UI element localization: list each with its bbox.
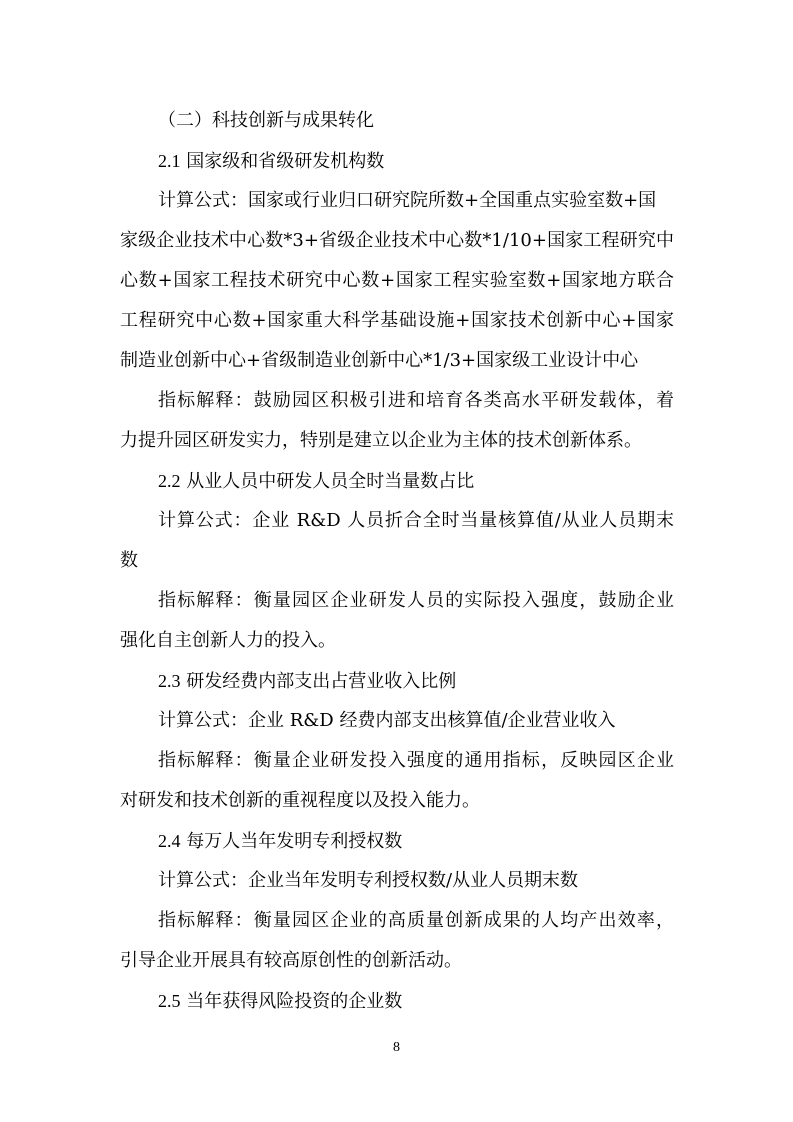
explanation-line: 指标解释：衡量园区企业研发人员的实际投入强度，鼓励企业 [158, 590, 674, 611]
explanation-line: 指标解释：衡量企业研发投入强度的通用指标，反映园区企业 [158, 750, 674, 771]
item-number: 2.4 [158, 831, 181, 851]
explanation-line: 强化自主创新人力的投入。 [120, 630, 336, 651]
section-title: （二）科技创新与成果转化 [158, 110, 374, 131]
explanation-line: 指标解释：衡量园区企业的高质量创新成果的人均产出效率， [158, 910, 674, 931]
formula-line: 制造业创新中心+省级制造业创新中心*1/3+国家级工业设计中心 [120, 350, 639, 371]
explanation-line: 力提升园区研发实力，特别是建立以企业为主体的技术创新体系。 [120, 430, 642, 451]
item-number: 2.5 [158, 991, 181, 1011]
formula-line: 数 [120, 550, 138, 571]
item-heading-2-1 [0, 149, 793, 174]
item-title: 当年获得风险投资的企业数 [186, 991, 403, 1012]
formula-line: 工程研究中心数+国家重大科学基础设施+国家技术创新中心+国家 [120, 310, 674, 331]
explanation-line: 引导企业开展具有较高原创性的创新活动。 [120, 950, 462, 971]
explanation-line: 对研发和技术创新的重视程度以及投入能力。 [120, 790, 480, 811]
explanation-line: 指标解释：鼓励园区积极引进和培育各类高水平研发载体，着 [158, 390, 674, 411]
item-heading-2-4 [0, 829, 793, 854]
formula-line: 计算公式：国家或行业归口研究院所数+全国重点实验室数+国 [158, 190, 657, 211]
item-heading-2-5 [0, 989, 793, 1014]
formula-line: 计算公式：企业 R&D 人员折合全时当量核算值/从业人员期末 [158, 510, 674, 531]
item-heading-2-2 [0, 469, 793, 494]
item-heading-2-3 [0, 669, 793, 694]
formula-line: 计算公式：企业 R&D 经费内部支出核算值/企业营业收入 [158, 710, 616, 731]
item-number: 2.1 [158, 151, 181, 171]
formula-line: 计算公式：企业当年发明专利授权数/从业人员期末数 [158, 870, 579, 891]
item-title: 国家级和省级研发机构数 [186, 151, 385, 172]
item-number: 2.3 [158, 671, 181, 691]
item-title: 每万人当年发明专利授权数 [186, 831, 403, 852]
item-title: 从业人员中研发人员全时当量数占比 [186, 471, 475, 492]
formula-line: 家级企业技术中心数*3+省级企业技术中心数*1/10+国家工程研究中 [120, 230, 674, 251]
item-number: 2.2 [158, 471, 181, 491]
page-number: 8 [393, 1040, 400, 1055]
formula-line: 心数+国家工程技术研究中心数+国家工程实验室数+国家地方联合 [120, 270, 674, 291]
item-title: 研发经费内部支出占营业收入比例 [186, 671, 457, 692]
